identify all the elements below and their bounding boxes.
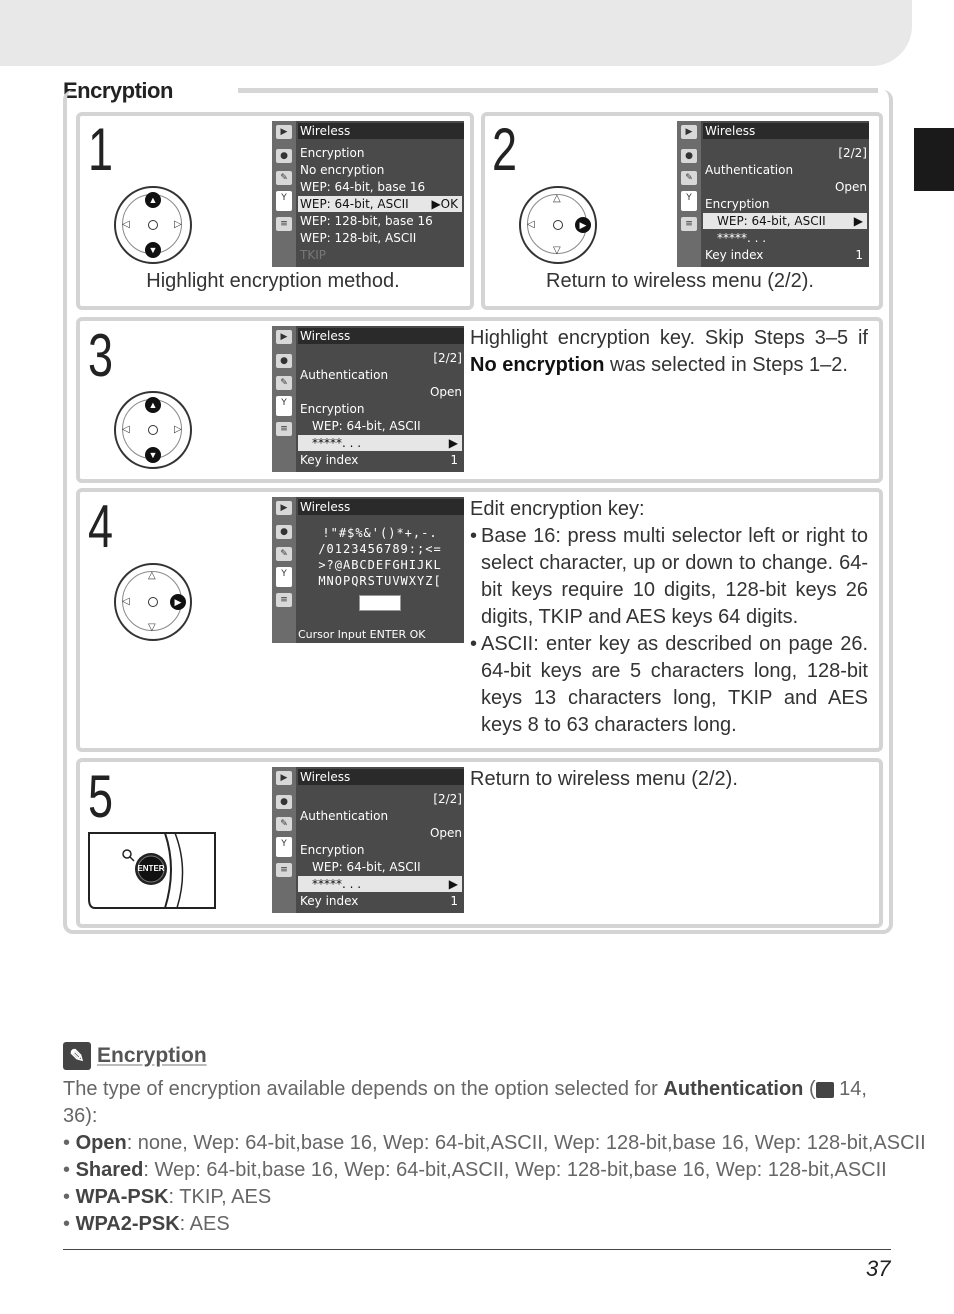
key-index: Key index 1 [705,248,863,262]
playback-icon: ▶ [276,125,292,139]
menu-line: TKIP [300,248,326,262]
key-value-selected: *****. . . ▶ [298,435,462,451]
enc-label: Encryption [705,197,770,211]
camera-screen-step5 [272,767,464,913]
auth-label: Authentication [705,163,794,177]
note-item: • WPA-PSK: TKIP, AES [63,1186,272,1208]
key-index: Key index 1 [300,453,458,467]
menu-line: WEP: 128-bit, ASCII [300,231,417,245]
key-index: Key index 1 [300,894,458,908]
footer-rule [63,1249,891,1250]
setup-icon: Y [276,396,292,416]
step-caption: Highlight encryption method. [146,270,400,292]
shooting-icon: ● [276,149,292,163]
step-description: Return to wireless menu (2/2). [470,768,738,790]
note-intro: The type of encryption available depends on the option selected for Authentication ( 14, 36): [63,1078,867,1127]
shooting-icon: ● [276,354,292,368]
auth-label: Authentication [300,809,389,823]
page-indicator: [2/2] [433,351,462,365]
camera-screen-step4 [272,497,464,643]
enc-value-selected: WEP: 64-bit, ASCII ▶ [703,213,867,229]
step-number: 2 [492,116,518,183]
setup-icon: Y [681,191,697,211]
menu-icon: ≡ [276,863,292,877]
enc-label: Encryption [300,402,365,416]
chapter-tab [914,128,954,191]
step-number: 5 [88,763,114,830]
menu-icon: ≡ [276,593,292,607]
page-indicator: [2/2] [838,146,867,160]
key-value-selected: *****. . . ▶ [298,876,462,892]
note-item: • Open: none, Wep: 64-bit,base 16, Wep: 64-bit,ASCII, Wep: 128-bit,base 16, Wep: 128-bit,ASCII [63,1132,926,1154]
page-number: 37 [866,1256,891,1281]
screen-title: Wireless [298,123,464,139]
multi-selector-up-down: ▲ ▼ ◁ ▷ [114,391,192,469]
multi-selector-right: △ ▽ ◁ ▶ [519,186,597,264]
pencil-icon: ✎ [276,171,292,185]
camera-screen-step3 [272,326,464,472]
menu-line-selected: WEP: 64-bit, ASCII ▶OK [298,196,462,212]
note-item: • Shared: Wep: 64-bit,base 16, Wep: 64-bit,ASCII, Wep: 128-bit,base 16, Wep: 128-bit,ASCII [63,1159,887,1181]
step-number: 3 [88,322,114,389]
pencil-icon: ✎ [276,376,292,390]
menu-icon: ≡ [681,217,697,231]
note-item: • WPA2-PSK: AES [63,1213,230,1235]
step-caption: Return to wireless menu (2/2). [546,270,814,292]
key-entry-field [359,595,401,611]
enter-button-label: ENTER [137,864,165,873]
enc-value: WEP: 64-bit, ASCII [312,860,421,874]
playback-icon: ▶ [276,771,292,785]
setup-icon: Y [276,837,292,857]
page-reference-icon [816,1082,834,1098]
step-number: 4 [88,493,114,560]
pencil-icon: ✎ [681,171,697,185]
shooting-icon: ● [681,149,697,163]
section-title: Encryption [63,78,173,103]
enc-value: WEP: 64-bit, ASCII [312,419,421,433]
key-value: *****. . . [717,231,767,245]
screen-title: Wireless [298,769,464,785]
camera-screen-step1 [272,121,464,267]
pencil-icon: ✎ [63,1042,91,1070]
menu-line: WEP: 64-bit, base 16 [300,180,426,194]
note-title: Encryption [97,1044,207,1067]
menu-line: Encryption [300,146,365,160]
pencil-icon: ✎ [276,817,292,831]
note-heading [63,1042,207,1070]
note-body [63,1076,926,1238]
screen-title: Wireless [703,123,869,139]
auth-value: Open [429,385,462,399]
multi-selector-up-down: ▲ ▼ ◁ ▷ [114,186,192,264]
auth-value: Open [429,826,462,840]
pencil-icon: ✎ [276,547,292,561]
setup-icon: Y [276,567,292,587]
menu-icon: ≡ [276,217,292,231]
step-description: Edit encryption key: • Base 16: press multi selector left or right to select character, up or down to change. 64-bit keys require 10 digits, 128-bit keys 26 digits, TKIP and AES keys 64 digits. • ASCII: enter key as described on page 26. 64-bit keys are 5 characters long, 128-bit keys 13 characters long, TKIP and AES keys 8 to 63 characters long. [470,496,868,739]
page-indicator: [2/2] [433,792,462,806]
menu-line: WEP: 128-bit, base 16 [300,214,433,228]
playback-icon: ▶ [681,125,697,139]
auth-value: Open [834,180,867,194]
screen-footer: Cursor Input ENTER OK [298,628,426,641]
step-description: Highlight encryption key. Skip Steps 3–5 if No encryption was selected in Steps 1–2. [470,327,868,376]
header-band [0,0,912,66]
screen-title: Wireless [298,328,464,344]
screen-title: Wireless [298,499,464,515]
playback-icon: ▶ [276,501,292,515]
shooting-icon: ● [276,795,292,809]
character-keyboard: !"#$%&'()*+,-. /0123456789:;<= >?@ABCDEFGHIJKL MNOPQRSTUVWXYZ[ [298,525,462,611]
multi-selector-right: △ ▽ ◁ ▶ [114,563,192,641]
menu-line: No encryption [300,163,385,177]
enc-label: Encryption [300,843,365,857]
playback-icon: ▶ [276,330,292,344]
camera-back-illustration [85,829,219,912]
menu-icon: ≡ [276,422,292,436]
shooting-icon: ● [276,525,292,539]
camera-screen-step2 [677,121,869,267]
setup-icon: Y [276,191,292,211]
auth-label: Authentication [300,368,389,382]
step-number: 1 [88,116,114,183]
